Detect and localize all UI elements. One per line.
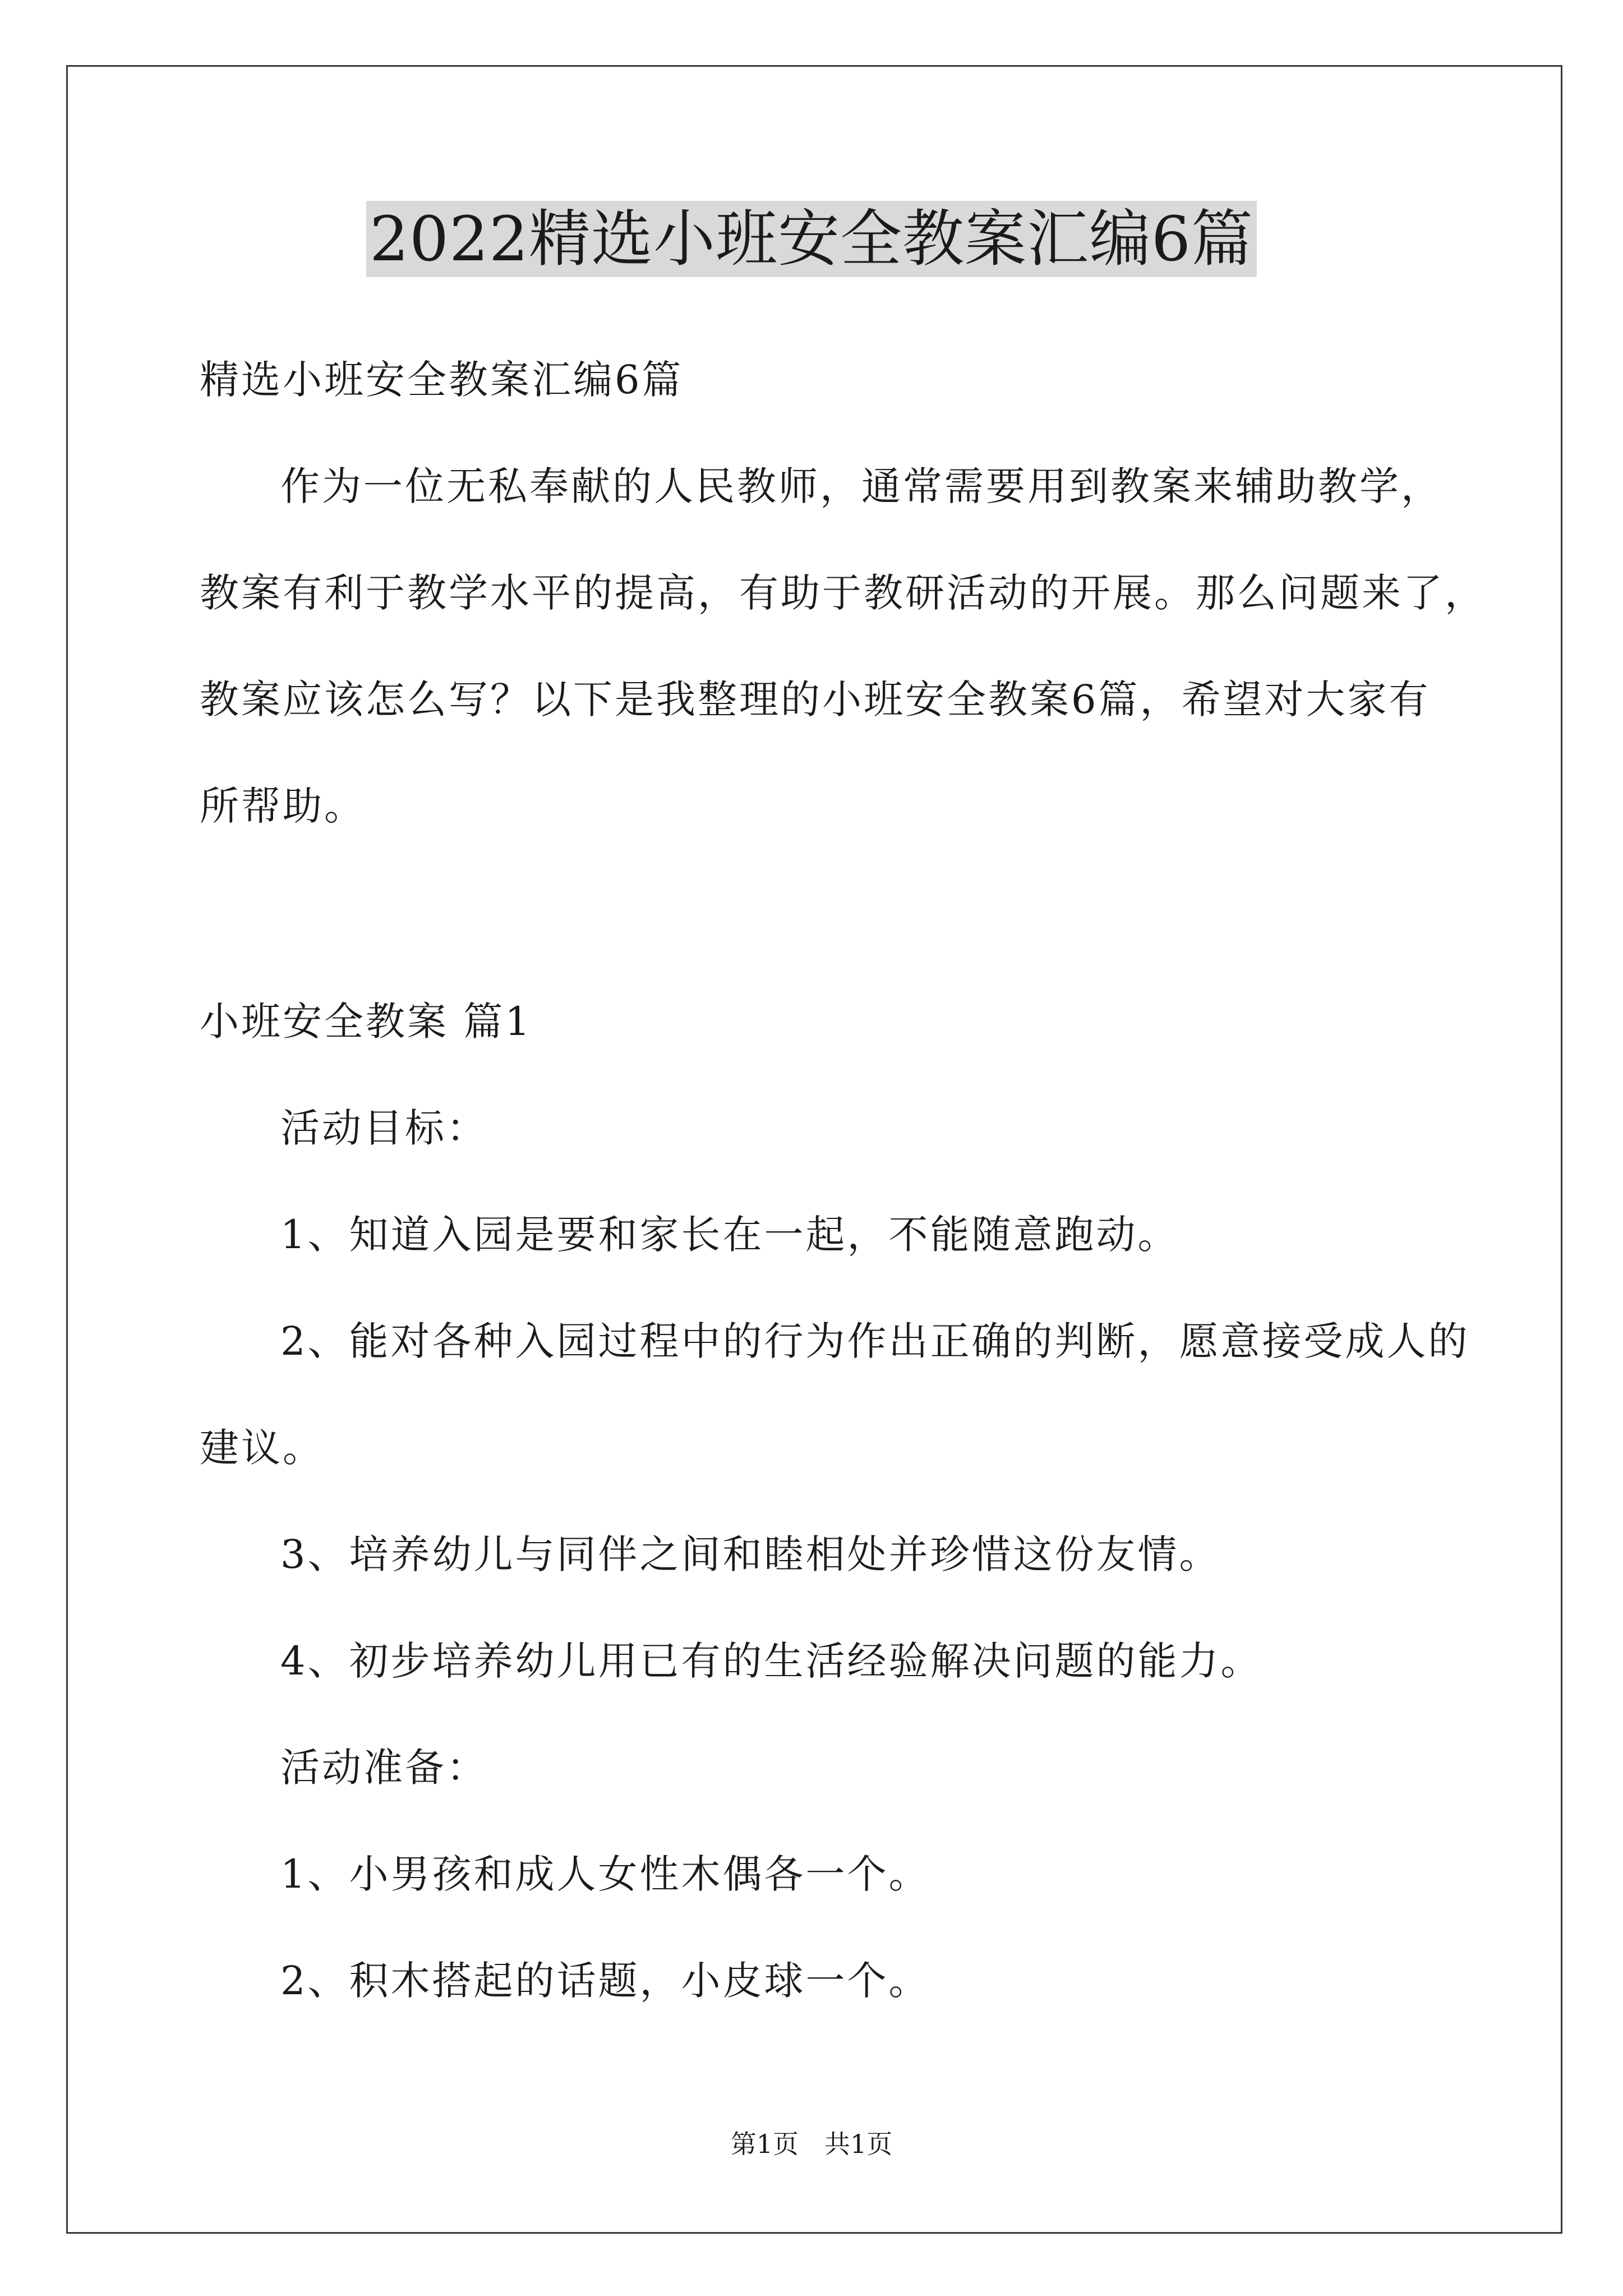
intro-line-3: 教案应该怎么写？以下是我整理的小班安全教案6篇，希望对大家有 — [200, 677, 1431, 723]
intro-line-1: 作为一位无私奉献的人民教师，通常需要用到教案来辅助教学， — [280, 463, 1442, 509]
document-subtitle: 精选小班安全教案汇编6篇 — [200, 357, 684, 403]
document-title: 2022精选小班安全教案汇编6篇 — [366, 201, 1257, 277]
goal-item-2: 2、能对各种入园过程中的行为作出正确的判断，愿意接受成人的 — [280, 1318, 1470, 1364]
intro-line-2: 教案有利于教学水平的提高，有助于教研活动的开展。那么问题来了， — [200, 570, 1486, 616]
prep-item-1: 1、小男孩和成人女性木偶各一个。 — [280, 1851, 930, 1897]
prep-item-2: 2、积木搭起的话题，小皮球一个。 — [280, 1958, 930, 2004]
goal-item-3: 3、培养幼儿与同伴之间和睦相处并珍惜这份友情。 — [280, 1531, 1221, 1577]
goal-item-2-continued: 建议。 — [200, 1425, 324, 1471]
prep-heading: 活动准备： — [280, 1745, 488, 1791]
goals-heading: 活动目标： — [280, 1105, 488, 1151]
goal-item-1: 1、知道入园是要和家长在一起，不能随意跑动。 — [280, 1212, 1179, 1258]
title-container — [0, 201, 1623, 277]
goal-item-4: 4、初步培养幼儿用已有的生活经验解决问题的能力。 — [280, 1638, 1262, 1684]
intro-line-4: 所帮助。 — [200, 783, 366, 829]
page-footer: 第1页 共1页 — [730, 2129, 893, 2159]
section-heading: 小班安全教案 篇1 — [200, 999, 532, 1045]
